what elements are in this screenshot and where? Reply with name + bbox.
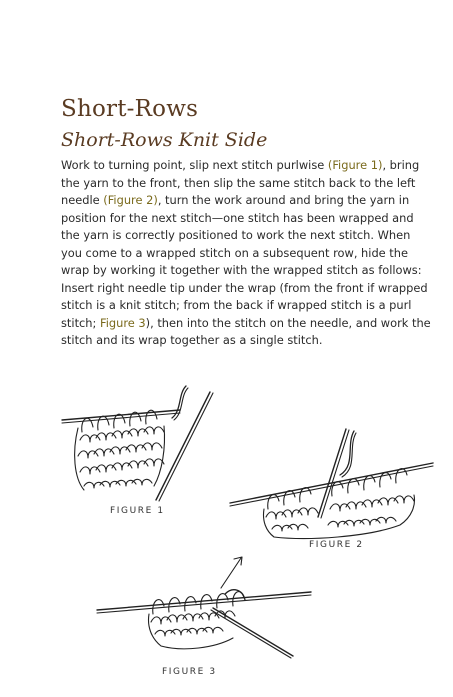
instructions-text-4: ), then into the stitch on the needle, and work the stitch and its wrap together as a single stitch. bbox=[61, 315, 431, 347]
instructions-text-2: , bring the yarn to the front, then slip the same stitch back to the left needle bbox=[61, 158, 420, 207]
figure-3-reference: Figure 3 bbox=[99, 315, 146, 330]
knitting-illustration-icon bbox=[228, 425, 438, 540]
section-subtitle: Short-Rows Knit Side bbox=[61, 129, 268, 151]
figure-1 bbox=[60, 382, 250, 507]
figure-2-reference: (Figure 2) bbox=[103, 193, 158, 207]
figure-2-caption: FIGURE 2 bbox=[309, 540, 364, 550]
figure-1-caption: FIGURE 1 bbox=[110, 506, 165, 516]
instructions-text-3: , turn the work around and bring the yarn in position for the next stitch—one stitch has been wrapped and the yarn is correctly positioned to work the next stitch. When you come to a wrapped stitch on a subsequent row, hide the wrap by working it together with the wrapped stitch as follows: Insert right needle tip under the wrap (from the front if wrapped stitch is a knit stitch; from the back if wrapped stitch is a purl stitch; bbox=[61, 193, 428, 330]
knitting-illustration-icon bbox=[93, 548, 318, 660]
figure-2 bbox=[228, 425, 438, 540]
instructions-text-1: Work to turning point, slip next stitch purlwise bbox=[61, 158, 328, 172]
knitting-illustration-icon bbox=[60, 382, 250, 507]
section-title: Short-Rows bbox=[61, 96, 199, 122]
figure-3 bbox=[93, 548, 318, 660]
instructions-paragraph bbox=[61, 157, 433, 350]
figure-3-caption: FIGURE 3 bbox=[162, 667, 217, 677]
figure-1-reference: (Figure 1) bbox=[327, 158, 383, 172]
